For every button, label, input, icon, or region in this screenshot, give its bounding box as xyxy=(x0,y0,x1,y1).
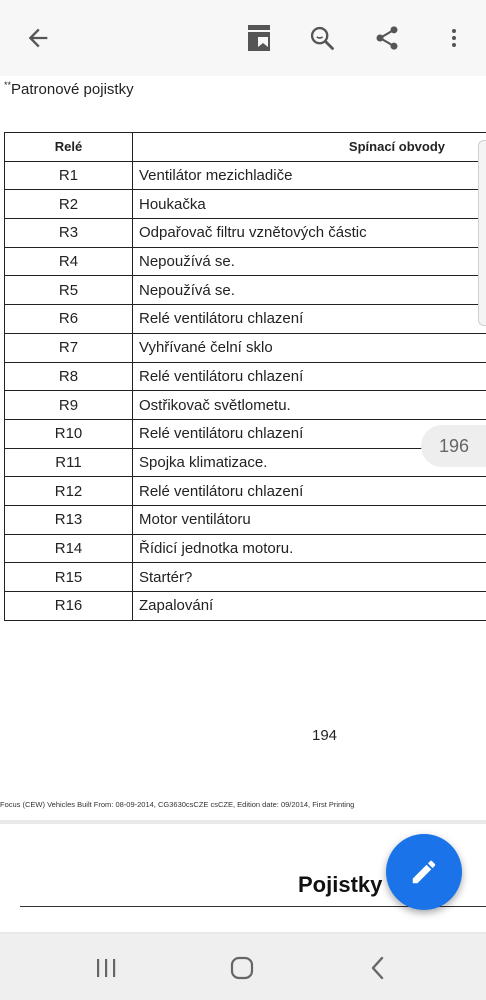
table-row xyxy=(5,190,486,219)
relay-id-cell: R13 xyxy=(5,505,133,534)
circuit-cell: Ostřikovač světlometu. xyxy=(133,391,486,420)
relay-table xyxy=(4,132,486,621)
table-row xyxy=(5,333,486,362)
relay-id-cell: R14 xyxy=(5,534,133,563)
table-row xyxy=(5,247,486,276)
table-row xyxy=(5,563,486,592)
system-back-button[interactable] xyxy=(356,946,400,990)
table-row xyxy=(5,391,486,420)
page-footer-text: Focus (CEW) Vehicles Built From: 08-09-2014, CG3630csCZE csCZE, Edition date: 09/2014, First Printing xyxy=(0,800,355,809)
relay-id-cell: R12 xyxy=(5,477,133,506)
relay-id-cell: R7 xyxy=(5,333,133,362)
table-row xyxy=(5,477,486,506)
table-row xyxy=(5,592,486,621)
relay-id-cell: R2 xyxy=(5,190,133,219)
circuit-cell: Odpařovač filtru vznětových částic xyxy=(133,219,486,248)
relay-id-cell: R9 xyxy=(5,391,133,420)
column-header-relay: Relé xyxy=(5,133,133,162)
table-row xyxy=(5,161,486,190)
relay-id-cell: R3 xyxy=(5,219,133,248)
circuit-cell: Houkačka xyxy=(133,190,486,219)
bookmark-icon xyxy=(246,23,272,53)
relay-id-cell: R5 xyxy=(5,276,133,305)
relay-id-cell: R15 xyxy=(5,563,133,592)
share-icon xyxy=(373,24,401,52)
table-row xyxy=(5,505,486,534)
recent-apps-icon xyxy=(94,957,118,979)
table-row xyxy=(5,534,486,563)
circuit-cell: Startér? xyxy=(133,563,486,592)
table-row xyxy=(5,362,486,391)
table-row xyxy=(5,448,486,477)
bookmark-button[interactable] xyxy=(235,14,283,62)
scroll-handle[interactable] xyxy=(478,140,486,326)
circuit-cell: Relé ventilátoru chlazení xyxy=(133,477,486,506)
relay-id-cell: R10 xyxy=(5,419,133,448)
document-page[interactable] xyxy=(0,76,486,820)
table-row xyxy=(5,305,486,334)
circuit-cell: Vyhřívané čelní sklo xyxy=(133,333,486,362)
circuit-cell: Zapalování xyxy=(133,592,486,621)
circuit-cell: Relé ventilátoru chlazení xyxy=(133,305,486,334)
footnote xyxy=(4,80,134,98)
relay-id-cell: R11 xyxy=(5,448,133,477)
circuit-cell: Spojka klimatizace. xyxy=(133,448,486,477)
relay-id-cell: R6 xyxy=(5,305,133,334)
relay-id-cell: R8 xyxy=(5,362,133,391)
back-icon xyxy=(368,955,388,981)
column-header-circuits: Spínací obvody xyxy=(133,133,486,162)
circuit-cell: Relé ventilátoru chlazení xyxy=(133,419,486,448)
footnote-text: Patronové pojistky xyxy=(11,81,134,98)
relay-id-cell: R4 xyxy=(5,247,133,276)
relay-id-cell: R1 xyxy=(5,161,133,190)
back-button[interactable] xyxy=(14,14,62,62)
recent-apps-button[interactable] xyxy=(84,946,128,990)
table-row xyxy=(5,419,486,448)
arrow-back-icon xyxy=(24,24,52,52)
circuit-cell: Nepoužívá se. xyxy=(133,276,486,305)
section-heading: Pojistky xyxy=(298,872,383,897)
more-vert-icon xyxy=(442,24,466,52)
more-options-button[interactable] xyxy=(430,14,478,62)
edit-fab-button[interactable] xyxy=(386,834,462,910)
circuit-cell: Nepoužívá se. xyxy=(133,247,486,276)
circuit-cell: Řídicí jednotka motoru. xyxy=(133,534,486,563)
footnote-mark: ** xyxy=(4,80,12,90)
search-button[interactable] xyxy=(298,14,346,62)
circuit-cell: Relé ventilátoru chlazení xyxy=(133,362,486,391)
page-number: 194 xyxy=(312,727,338,744)
relay-id-cell: R16 xyxy=(5,592,133,621)
table-row xyxy=(5,219,486,248)
edit-pencil-icon xyxy=(409,857,439,887)
current-page-badge[interactable]: 196 xyxy=(421,425,486,467)
top-app-bar xyxy=(0,0,486,76)
system-navigation-bar xyxy=(0,934,486,1000)
circuit-cell: Ventilátor mezichladiče xyxy=(133,161,486,190)
circuit-cell: Motor ventilátoru xyxy=(133,505,486,534)
home-icon xyxy=(229,955,255,981)
home-button[interactable] xyxy=(220,946,264,990)
table-row xyxy=(5,276,486,305)
table-header-row xyxy=(5,133,486,162)
search-icon xyxy=(308,24,336,52)
share-button[interactable] xyxy=(363,14,411,62)
